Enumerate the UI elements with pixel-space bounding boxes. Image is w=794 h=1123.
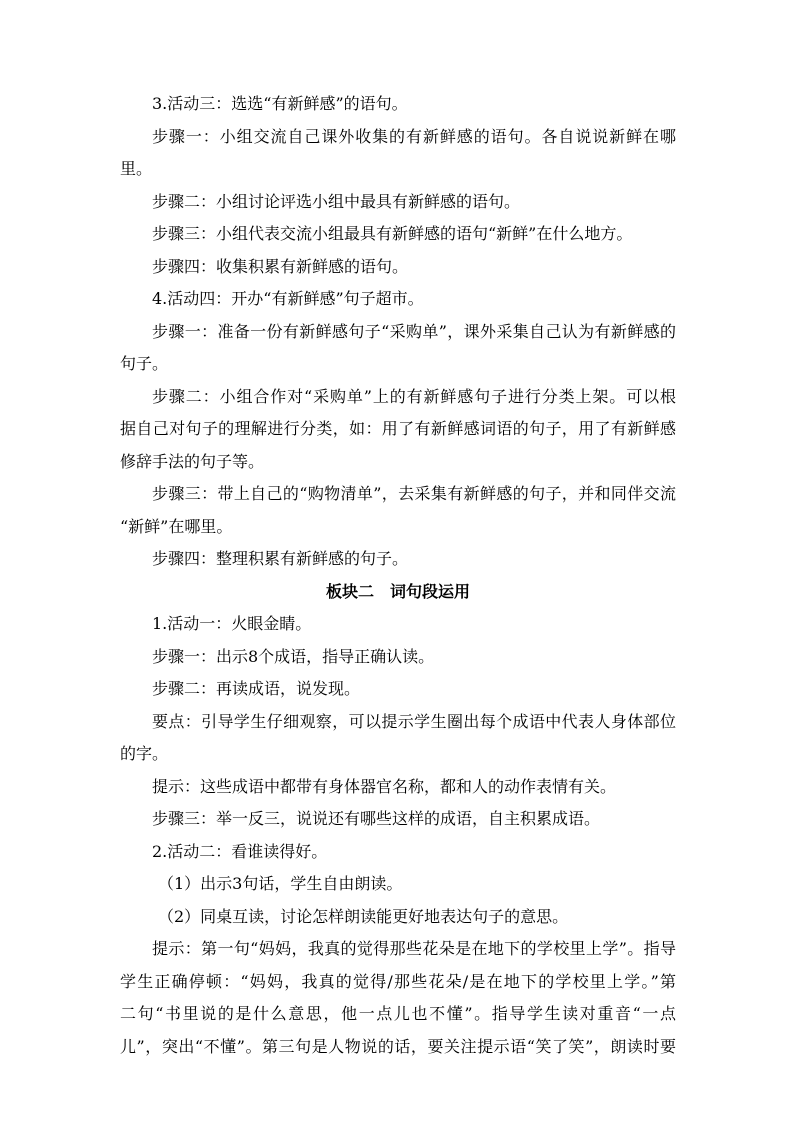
paragraph-line: 提示：这些成语中都带有身体器官名称，都和人的动作表情有关。	[152, 776, 617, 796]
document-page	[120, 88, 676, 1063]
paragraph-line: 二句“书里说的是什么意思，他一点儿也不懂”。指导学生读对重音“一点	[120, 1004, 676, 1023]
activity-3-title: 3.活动三：选选“有新鲜感”的语句。	[152, 94, 408, 113]
activity-4-title: 4.活动四：开办“有新鲜感”句子超市。	[152, 289, 424, 308]
activity-1-title: 1.活动一：火眼金睛。	[152, 614, 312, 633]
paragraph-line: 步骤二：再读成语，说发现。	[152, 679, 361, 698]
paragraph-line: 步骤一：小组交流自己课外收集的有新鲜感的语句。各自说说新鲜在哪	[152, 126, 676, 146]
paragraph-line: 步骤二：小组合作对“采购单”上的有新鲜感句子进行分类上架。可以根	[152, 386, 676, 406]
list-item: （2）同桌互读，讨论怎样朗读能更好地表达句子的意思。	[158, 906, 569, 926]
paragraph-line: 步骤四：收集积累有新鲜感的语句。	[152, 256, 409, 276]
paragraph-line: 学生正确停顿：“妈妈，我真的觉得/那些花朵/是在地下的学校里上学。”第	[120, 971, 676, 991]
paragraph-line: 修辞手法的句子等。	[120, 451, 265, 471]
paragraph-line: 儿”，突出“不懂”。第三句是人物说的话，要关注提示语“笑了笑”，朗读时要	[120, 1036, 676, 1056]
paragraph-line: 步骤二：小组讨论评选小组中最具有新鲜感的语句。	[152, 191, 521, 211]
paragraph-line: 要点：引导学生仔细观察，可以提示学生圈出每个成语中代表人身体部位	[152, 711, 676, 731]
paragraph-line: “新鲜”在哪里。	[120, 516, 233, 536]
list-item: （1）出示3句话，学生自由朗读。	[158, 874, 403, 893]
paragraph-line: 据自己对句子的理解进行分类，如：用了有新鲜感词语的句子，用了有新鲜感	[120, 419, 676, 438]
paragraph-line: 句子。	[120, 354, 169, 373]
paragraph-line: 步骤三：举一反三，说说还有哪些这样的成语，自主积累成语。	[152, 809, 601, 828]
section-heading: 板块二 词句段运用	[325, 581, 470, 601]
activity-2-title: 2.活动二：看谁读得好。	[152, 841, 328, 861]
paragraph-line: 步骤一：出示8个成语，指导正确认读。	[152, 646, 435, 666]
paragraph-line: 里。	[120, 159, 153, 178]
paragraph-line: 提示：第一句“妈妈，我真的觉得那些花朵是在地下的学校里上学”。指导	[152, 939, 676, 958]
paragraph-line: 步骤一：准备一份有新鲜感句子“采购单”，课外采集自己认为有新鲜感的	[152, 321, 676, 341]
paragraph-line: 的字。	[120, 744, 169, 763]
paragraph-line: 步骤三：带上自己的“购物清单”，去采集有新鲜感的句子，并和同伴交流	[152, 484, 676, 503]
paragraph-line: 步骤三：小组代表交流小组最具有新鲜感的语句“新鲜”在什么地方。	[152, 224, 633, 243]
paragraph-line: 步骤四：整理积累有新鲜感的句子。	[152, 549, 409, 568]
